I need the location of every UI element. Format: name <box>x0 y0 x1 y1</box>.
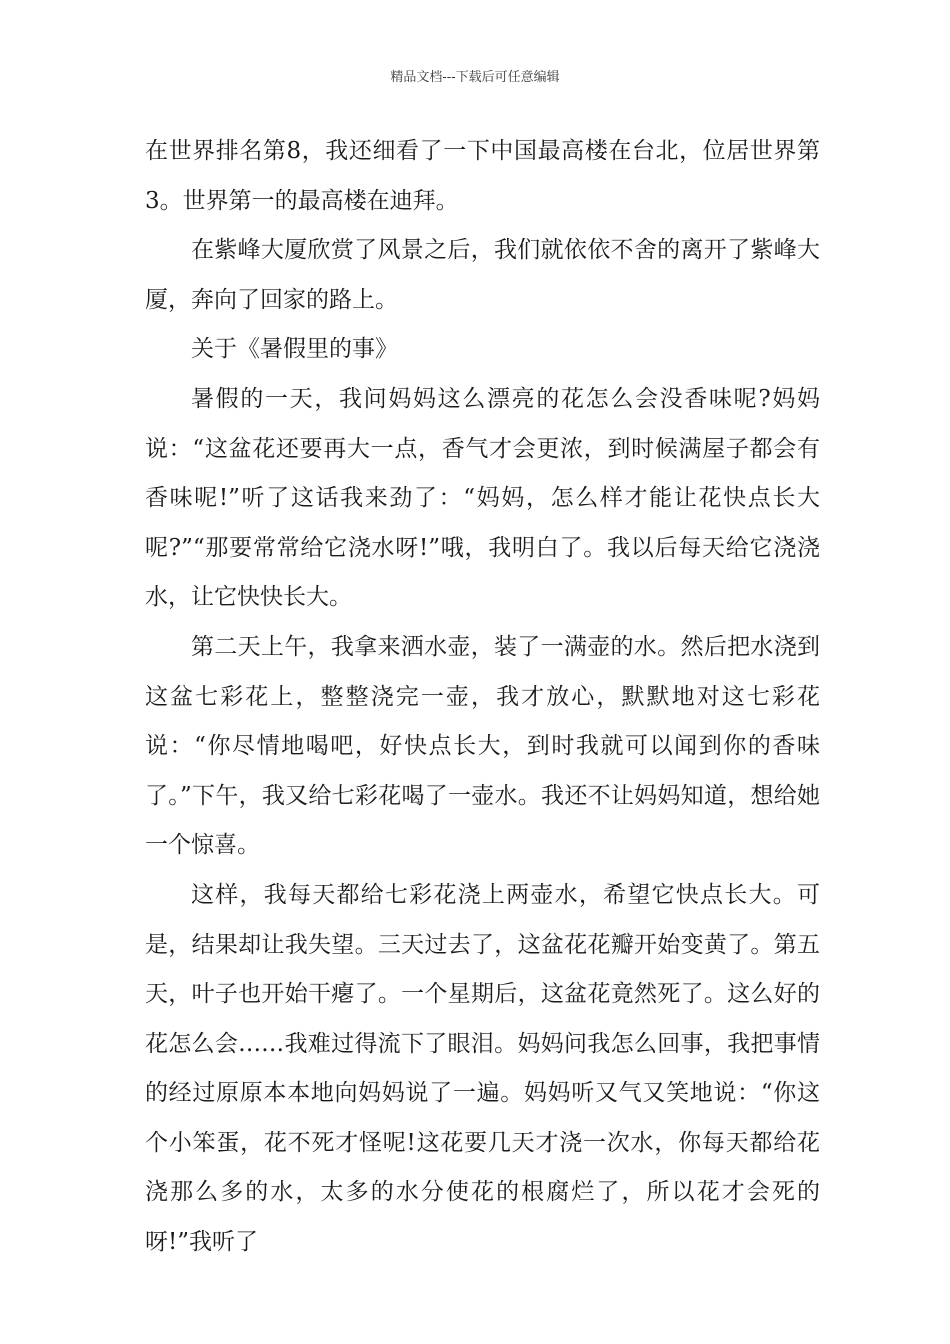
paragraph-continued: 在世界排名第8，我还细看了一下中国最高楼在台北，位居世界第3。世界第一的最高楼在迪拜。 <box>145 138 820 214</box>
paragraph: 暑假的一天，我问妈妈这么漂亮的花怎么会没香味呢?妈妈说：“这盆花还要再大一点，香气才会更浓，到时候满屋子都会有香味呢!”听了这话我来劲了：“妈妈，怎么样才能让花快点长大呢?”“那要常常给它浇水呀!”哦，我明白了。我以后每天给它浇浇水，让它快快长大。 <box>145 385 820 611</box>
paragraph: 在紫峰大厦欣赏了风景之后，我们就依依不舍的离开了紫峰大厦，奔向了回家的路上。 <box>145 237 820 313</box>
paragraph: 这样，我每天都给七彩花浇上两壶水，希望它快点长大。可是，结果却让我失望。三天过去了，这盆花花瓣开始变黄了。第五天，叶子也开始干瘪了。一个星期后，这盆花竟然死了。这么好的花怎么会……我难过得流下了眼泪。妈妈问我怎么回事，我把事情的经过原原本本地向妈妈说了一遍。妈妈听又气又笑地说：“你这个小笨蛋，花不死才怪呢!这花要几天才浇一次水，你每天都给花浇那么多的水，太多的水分使花的根腐烂了，所以花才会死的呀!”我听了 <box>145 881 820 1256</box>
page-header: 精品文档---下载后可任意编辑 <box>390 70 560 85</box>
document-body <box>145 127 820 1268</box>
section-title: 关于《暑假里的事》 <box>191 336 398 363</box>
paragraph: 第二天上午，我拿来洒水壶，装了一满壶的水。然后把水浇到这盆七彩花上，整整浇完一壶，我才放心，默默地对这七彩花说：“你尽情地喝吧，好快点长大，到时我就可以闻到你的香味了。”下午，我又给七彩花喝了一壶水。我还不让妈妈知道，想给她一个惊喜。 <box>145 633 820 859</box>
